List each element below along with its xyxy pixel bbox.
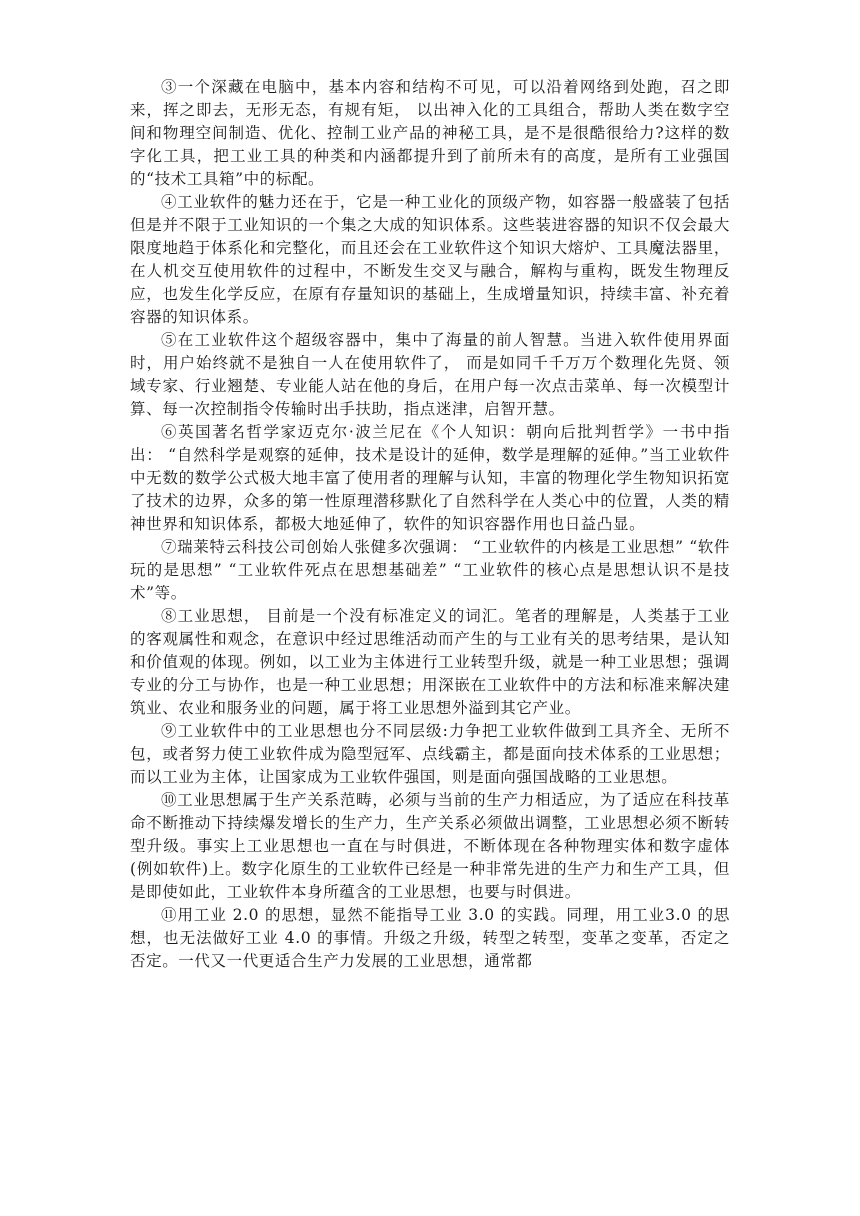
paragraph-8: ⑧工业思想， 目前是一个没有标准定义的词汇。笔者的理解是，人类基于工业的客观属性和观念，在意识中经过思维活动而产生的与工业有关的思考结果，是认知和价值观的体现。例如，以工业为主体进行工业转型升级，就是一种工业思想；强调专业的分工与协作，也是一种工业思想；用深嵌在工业软件中的方法和标准来解决建筑业、农业和服务业的问题，属于将工业思想外溢到其它产业。 — [130, 607, 730, 717]
paragraph-11: ⑪用工业 2.0 的思想，显然不能指导工业 3.0 的实践。同理，用工业3.0 的思想，也无法做好工业 4.0 的事情。升级之升级，转型之转型，变革之变革，否定之否定。一代又一代更适合生产力发展的工业思想，通常都 — [130, 906, 730, 970]
paragraph-6: ⑥英国著名哲学家迈克尔·波兰尼在《个人知识：朝向后批判哲学》一书中指出： “自然科学是观察的延伸，技术是设计的延伸，数学是理解的延伸。”当工业软件中无数的数学公式极大地丰富了使用者的理解与认知，丰富的物理化学生物知识拓宽了技术的边界，众多的第一性原理潜移默化了自然科学在人类心中的位置，人类的精神世界和知识体系，都极大地延伸了，软件的知识容器作用也日益凸显。 — [130, 423, 730, 533]
paragraph-3: ③一个深藏在电脑中，基本内容和结构不可见，可以沿着网络到处跑，召之即来，挥之即去，无形无态，有规有矩， 以出神入化的工具组合，帮助人类在数字空间和物理空间制造、优化、控制工业产品的神秘工具，是不是很酷很给力?这样的数字化工具，把工业工具的种类和内涵都提升到了前所未有的高度，是所有工业强国的“技术工具箱”中的标配。 — [130, 78, 730, 188]
paragraph-7: ⑦瑞莱特云科技公司创始人张健多次强调： “工业软件的内核是工业思想” “软件玩的是思想” “工业软件死点在思想基础差” “工业软件的核心点是思想认识不是技术”等。 — [130, 538, 730, 602]
paragraph-9: ⑨工业软件中的工业思想也分不同层级:力争把工业软件做到工具齐全、无所不包，或者努力使工业软件成为隐型冠军、点线霸主，都是面向技术体系的工业思想；而以工业为主体，让国家成为工业软件强国，则是面向强国战略的工业思想。 — [130, 722, 730, 786]
paragraph-4: ④工业软件的魅力还在于，它是一种工业化的顶级产物，如容器一般盛装了包括但是并不限于工业知识的一个集之大成的知识体系。这些装进容器的知识不仅会最大限度地趋于体系化和完整化，而且还会在工业软件这个知识大熔炉、工具魔法器里，在人机交互使用软件的过程中，不断发生交叉与融合，解构与重构，既发生物理反应，也发生化学反应，在原有存量知识的基础上，生成增量知识，持续丰富、补充着容器的知识体系。 — [130, 193, 730, 326]
document-body — [130, 76, 730, 973]
paragraph-10: ⑩工业思想属于生产关系范畴，必须与当前的生产力相适应，为了适应在科技革命不断推动下持续爆发增长的生产力，生产关系必须做出调整，工业思想必须不断转型升级。事实上工业思想也一直在与时俱进，不断体现在各种物理实体和数字虚体(例如软件)上。数字化原生的工业软件已经是一种非常先进的生产力和生产工具，但是即使如此，工业软件本身所蕴含的工业思想，也要与时俱进。 — [130, 791, 730, 901]
paragraph-5: ⑤在工业软件这个超级容器中，集中了海量的前人智慧。当进入软件使用界面时，用户始终就不是独自一人在使用软件了， 而是如同千千万万个数理化先贤、领域专家、行业翘楚、专业能人站在他的身后，在用户每一次点击菜单、每一次模型计算、每一次控制指令传输时出手扶助，指点迷津，启智开慧。 — [130, 331, 730, 418]
